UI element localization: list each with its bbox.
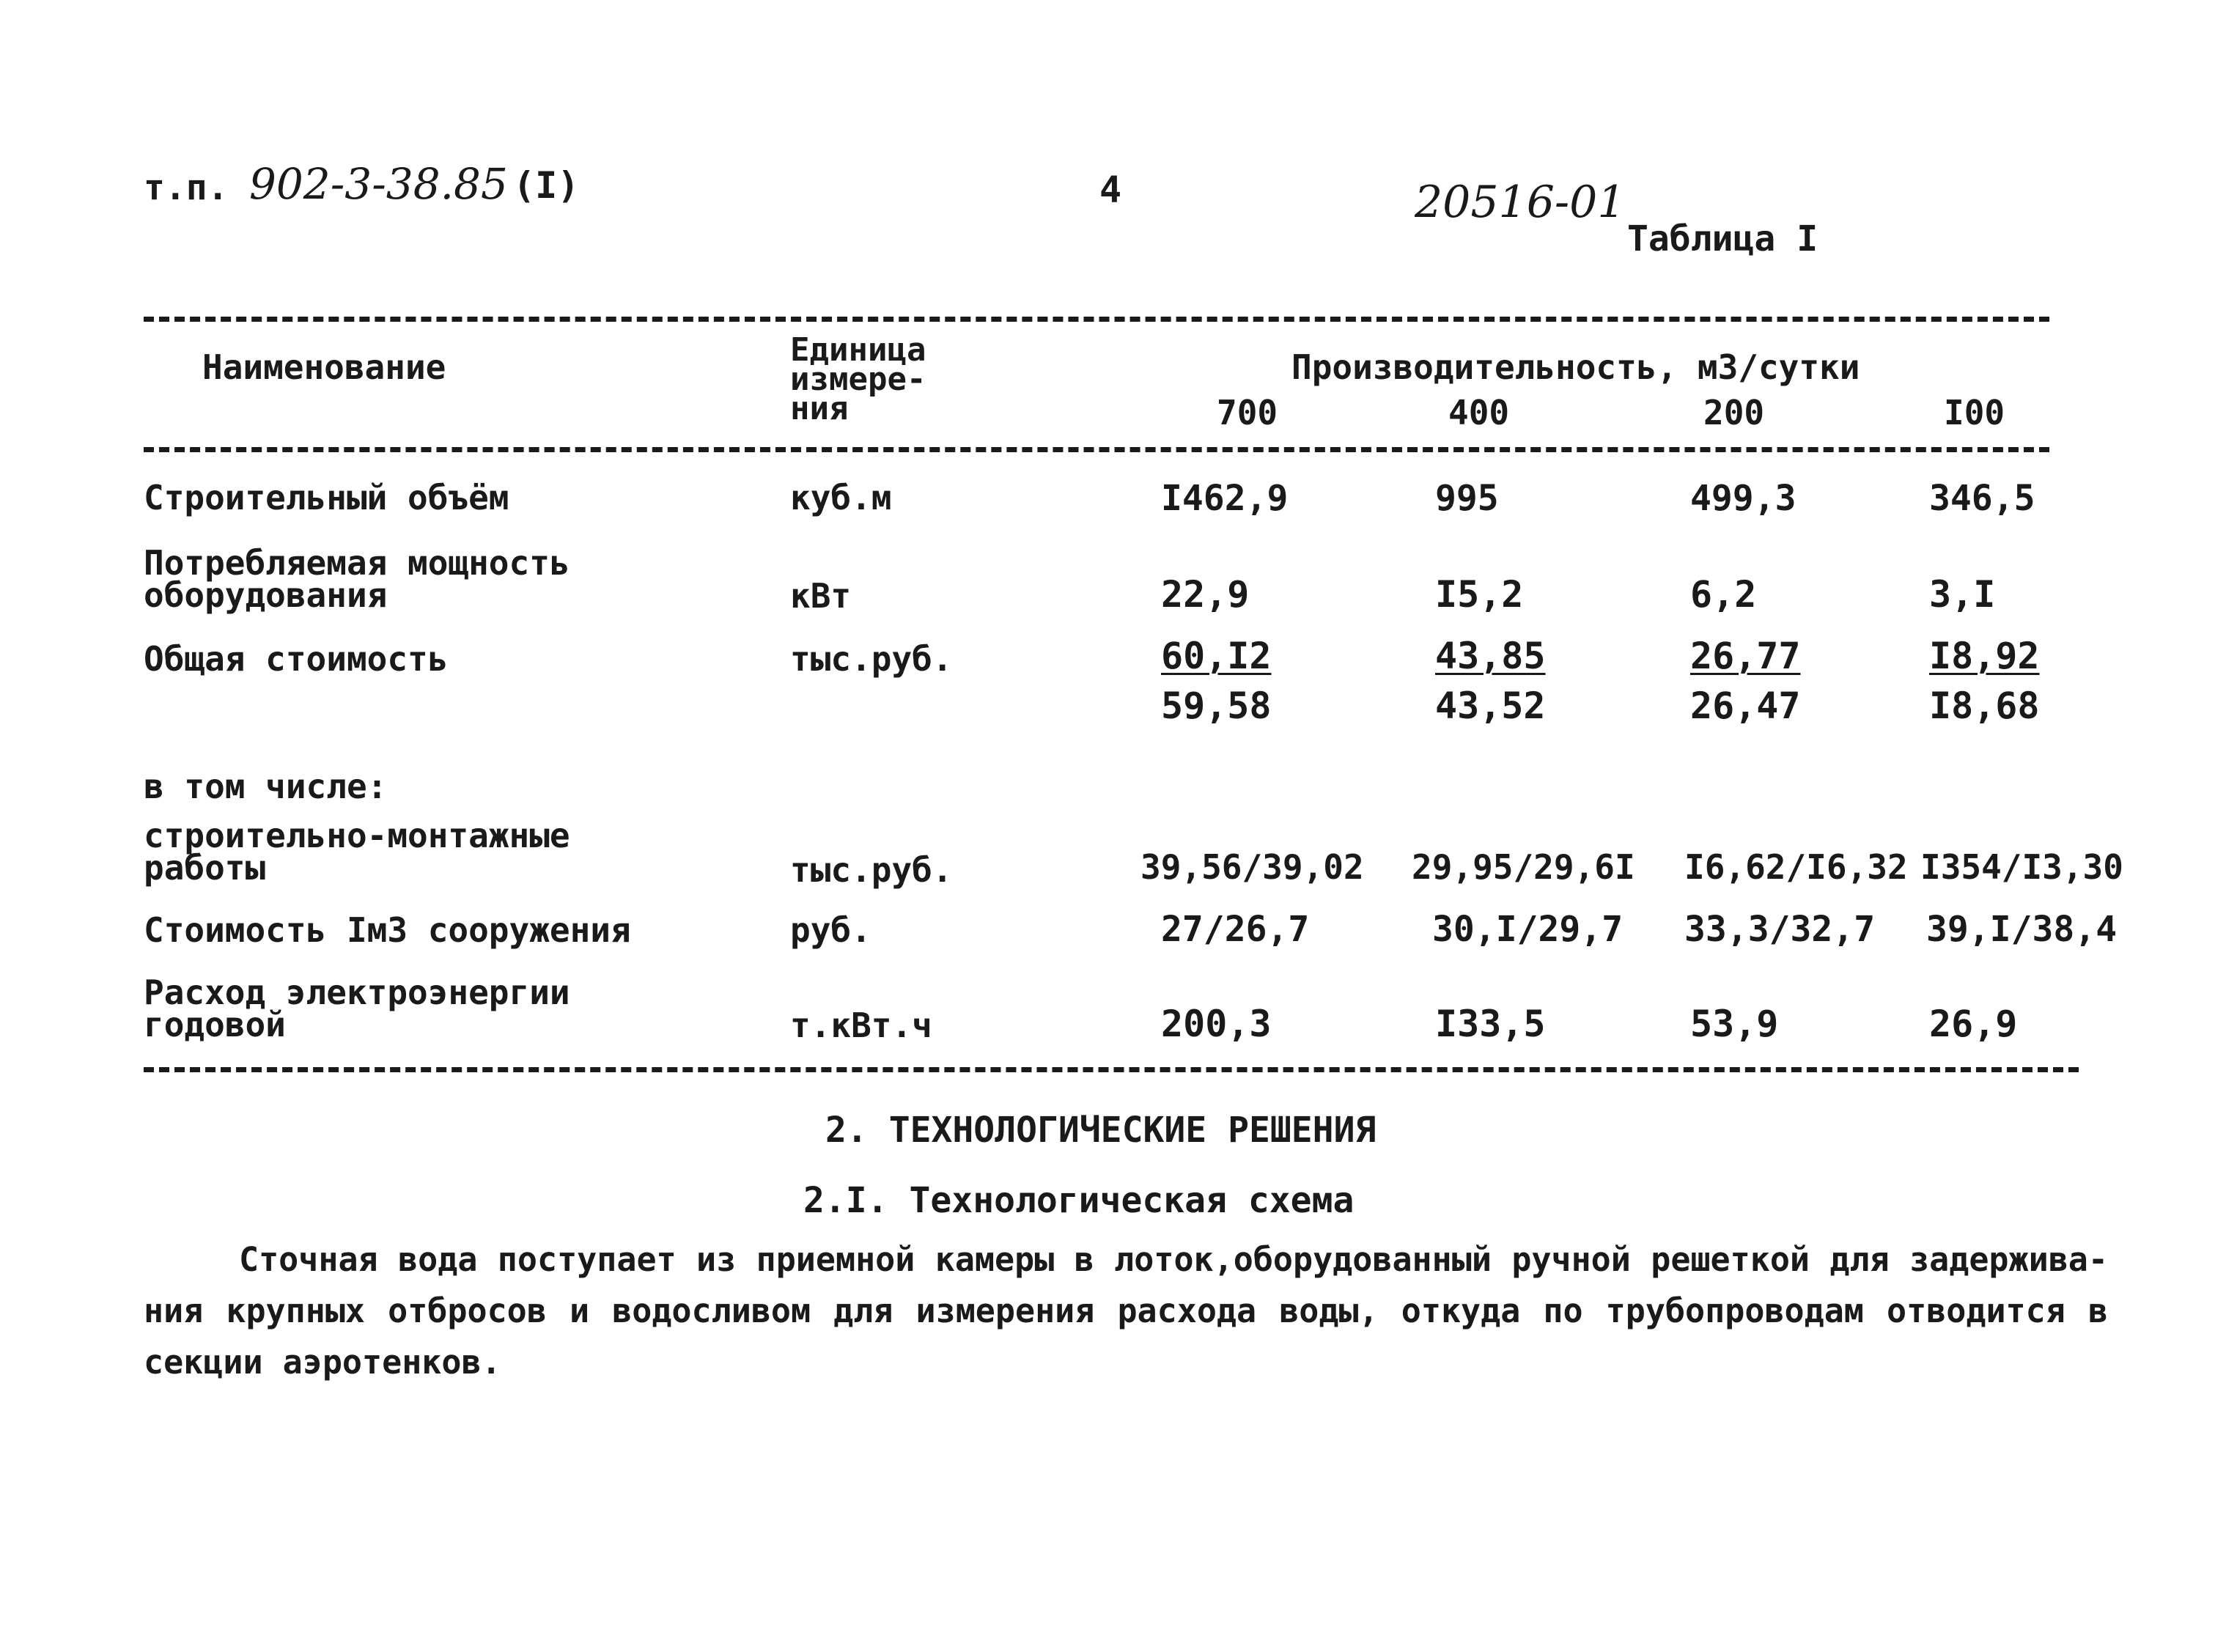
cell-value: 200,3 — [1161, 1003, 1272, 1045]
row-energy-label-line-2: годовой — [144, 1005, 286, 1044]
cell-value: 22,9 — [1161, 573, 1250, 616]
cell-value: I5,2 — [1435, 573, 1524, 616]
cell-value: I33,5 — [1435, 1003, 1546, 1045]
row-construction-label-line-1: строительно-монтажные — [144, 816, 570, 855]
capacity-400: 400 — [1448, 393, 1510, 432]
cell-value-bottom: 26,47 — [1690, 685, 1801, 727]
row-building-volume-label: Строительный объём — [144, 478, 509, 517]
row-total-cost-label: Общая стоимость — [144, 639, 449, 679]
row-construction-label-line-2: работы — [144, 848, 266, 888]
cell-value: 33,3/32,7 — [1684, 909, 1876, 950]
column-header-capacity: Производительность, м3/сутки — [1291, 347, 1860, 387]
unit-header-line-1: Единица — [790, 331, 926, 369]
paragraph-text: Сточная вода поступает из приемной камеры в лоток,оборудованный ручной решеткой для задержива-ния крупных отбросов и водосливом для измерения расхода воды, откуда по трубопроводам отводится в секции аэротенков. — [144, 1240, 2108, 1382]
cell-value-bottom: 43,52 — [1435, 685, 1546, 727]
row-energy-label — [144, 973, 570, 1044]
page-number: 4 — [1099, 169, 1122, 211]
cell-value-top: 26,77 — [1690, 635, 1801, 677]
column-header-unit — [790, 331, 926, 427]
capacity-100: I00 — [1944, 393, 2005, 432]
project-suffix: (I) — [513, 164, 580, 207]
table-top-rule — [144, 317, 2049, 322]
cell-value: 30,I/29,7 — [1432, 909, 1624, 950]
row-power-label — [144, 543, 570, 615]
row-energy-label-line-1: Расход электроэнергии — [144, 973, 570, 1012]
row-construction-unit: тыс.руб. — [790, 850, 953, 890]
cell-value: 499,3 — [1690, 478, 1796, 519]
row-total-cost-unit: тыс.руб. — [790, 639, 953, 679]
cell-value-top: 43,85 — [1435, 635, 1546, 677]
project-code: 902-3-38.85 — [249, 159, 508, 209]
row-power-unit: кВт — [790, 576, 852, 616]
cell-value: 995 — [1435, 478, 1499, 519]
cell-value: 26,9 — [1929, 1003, 2018, 1045]
unit-header-line-3: ния — [790, 390, 849, 427]
cell-value-bottom: 59,58 — [1161, 685, 1272, 727]
cell-value: 39,56/39,02 — [1140, 847, 1364, 887]
section-heading: 2. ТЕХНОЛОГИЧЕСКИЕ РЕШЕНИЯ — [825, 1110, 1377, 1151]
section-subheading: 2.I. Технологическая схема — [803, 1180, 1355, 1221]
cell-value: 346,5 — [1929, 478, 2035, 519]
row-building-volume-unit: куб.м — [790, 478, 892, 517]
capacity-700: 700 — [1217, 393, 1278, 432]
column-header-name: Наименование — [202, 347, 446, 387]
cell-value: 53,9 — [1690, 1003, 1779, 1045]
unit-header-line-2: измере- — [790, 361, 926, 398]
section-paragraph — [144, 1234, 2108, 1388]
table-label: Таблица I — [1627, 218, 1818, 259]
row-construction-label — [144, 816, 570, 888]
cell-value-bottom: I8,68 — [1929, 685, 2040, 727]
cell-value-top: I8,92 — [1929, 635, 2040, 677]
doc-prefix: т.п. — [144, 167, 229, 208]
cell-value: 27/26,7 — [1161, 909, 1310, 950]
cell-value: 39,I/38,4 — [1926, 909, 2118, 950]
row-power-label-line-1: Потребляемая мощность — [144, 543, 570, 583]
table-header-rule — [144, 447, 2049, 452]
archive-code: 20516-01 — [1415, 177, 1626, 228]
table-bottom-rule — [144, 1067, 2079, 1072]
capacity-200: 200 — [1703, 393, 1765, 432]
row-including-label: в том числе: — [144, 767, 388, 806]
cell-value-top: 60,I2 — [1161, 635, 1272, 677]
cell-value: 29,95/29,6I — [1412, 847, 1635, 887]
row-energy-unit: т.кВт.ч — [790, 1006, 932, 1045]
row-power-label-line-2: оборудования — [144, 575, 388, 615]
row-unit-cost-unit: руб. — [790, 910, 871, 950]
cell-value: 3,I — [1929, 573, 1996, 616]
cell-value: I462,9 — [1161, 478, 1289, 519]
row-unit-cost-label: Стоимость Iм3 сооружения — [144, 910, 631, 950]
cell-value: 6,2 — [1690, 573, 1757, 616]
cell-value: I6,62/I6,32 — [1684, 847, 1908, 887]
cell-value: I354/I3,30 — [1920, 847, 2123, 887]
